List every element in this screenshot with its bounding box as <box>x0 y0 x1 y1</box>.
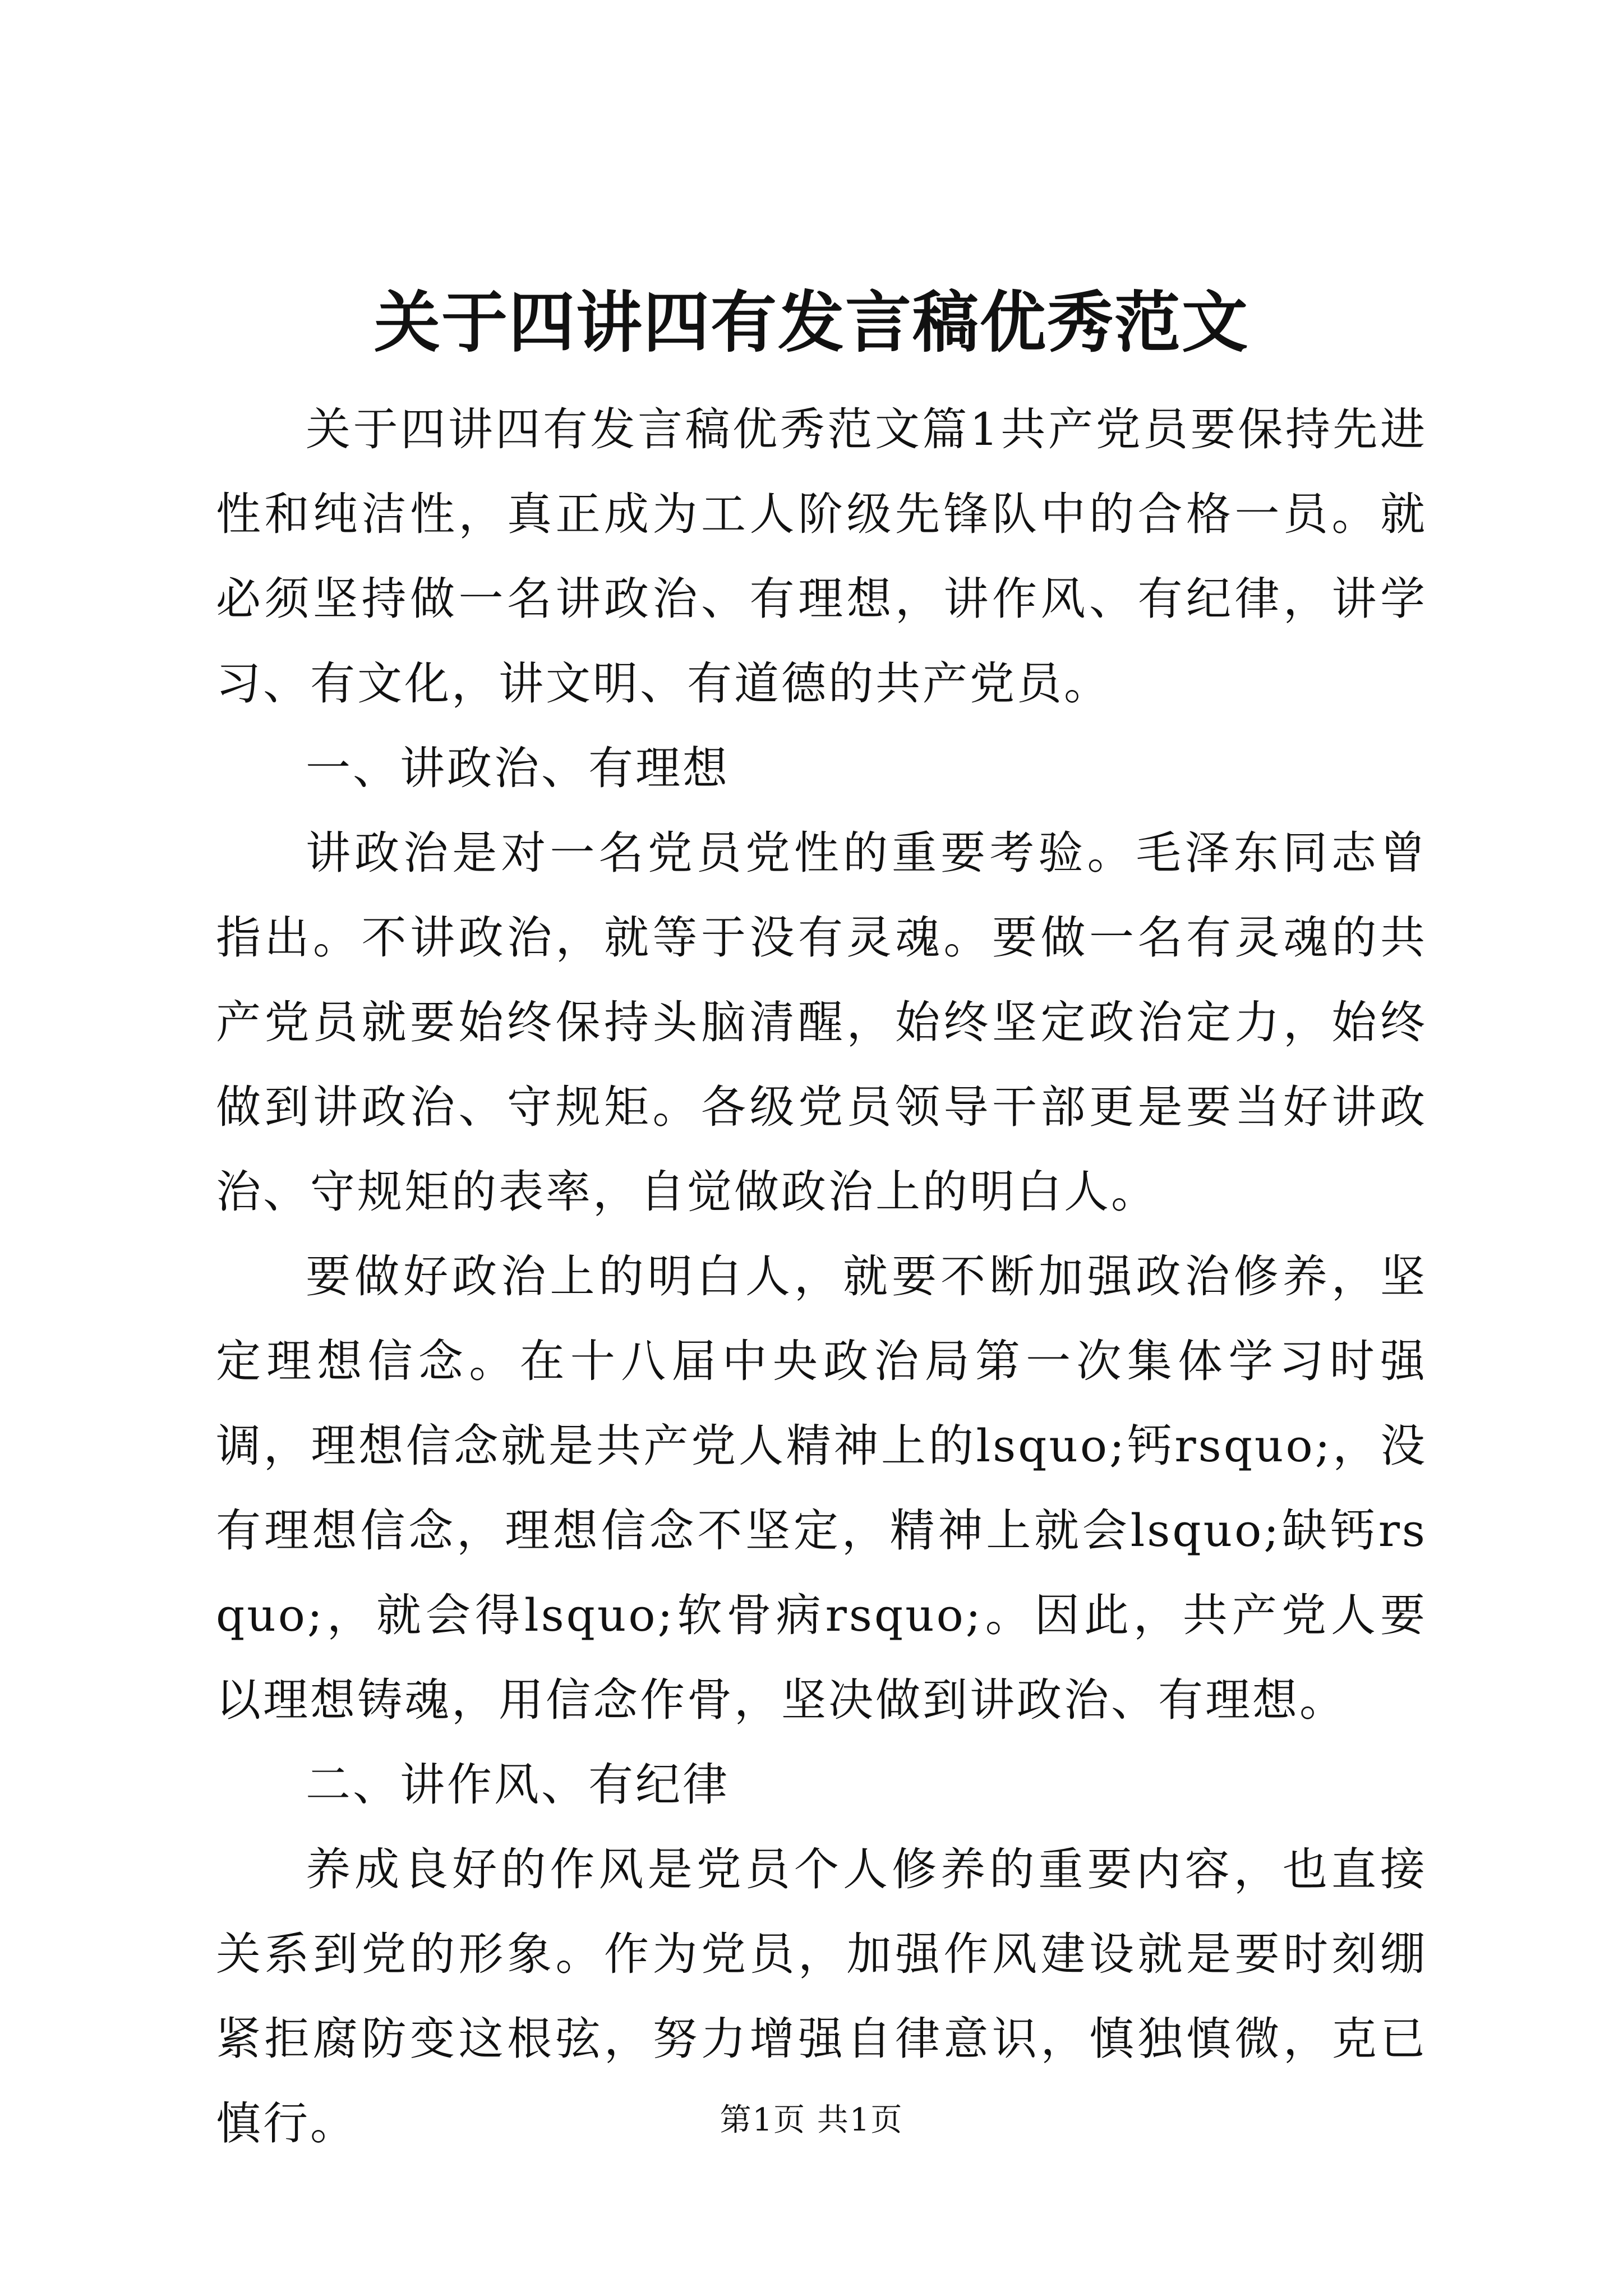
document-body <box>216 387 1427 2166</box>
paragraph-ideals: 要做好政治上的明白人，就要不断加强政治修养，坚定理想信念。在十八届中央政治局第一次集体学习时强调，理想信念就是共产党人精神上的lsquo;钙rsquo;，没有理想信念，理想信念不坚定，精神上就会lsquo;缺钙rsquo;，就会得lsquo;软骨病rsquo;。因此，共产党人要以理想铸魂，用信念作骨，坚决做到讲政治、有理想。 <box>216 1250 1427 1726</box>
page-footer: 第1页 共1页 <box>720 2102 903 2138</box>
paragraph-intro: 关于四讲四有发言稿优秀范文篇1共产党员要保持先进性和纯洁性，真正成为工人阶级先锋队中的合格一员。就必须坚持做一名讲政治、有理想，讲作风、有纪律，讲学习、有文化，讲文明、有道德的共产党员。 <box>216 403 1427 710</box>
paragraph-politics: 讲政治是对一名党员党性的重要考验。毛泽东同志曾指出。不讲政治，就等于没有灵魂。要做一名有灵魂的共产党员就要始终保持头脑清醒，始终坚定政治定力，始终做到讲政治、守规矩。各级党员领导干部更是要当好讲政治、守规矩的表率，自觉做政治上的明白人。 <box>216 827 1427 1218</box>
document-title: 关于四讲四有发言稿优秀范文 <box>374 283 1249 361</box>
section-heading-1: 一、讲政治、有理想 <box>306 742 730 794</box>
paragraph-conduct: 养成良好的作风是党员个人修养的重要内容，也直接关系到党的形象。作为党员，加强作风建设就是要时刻绷紧拒腐防变这根弦，努力增强自律意识，慎独慎微，克已慎行。 <box>216 1843 1427 2150</box>
section-heading-2: 二、讲作风、有纪律 <box>306 1759 730 1811</box>
